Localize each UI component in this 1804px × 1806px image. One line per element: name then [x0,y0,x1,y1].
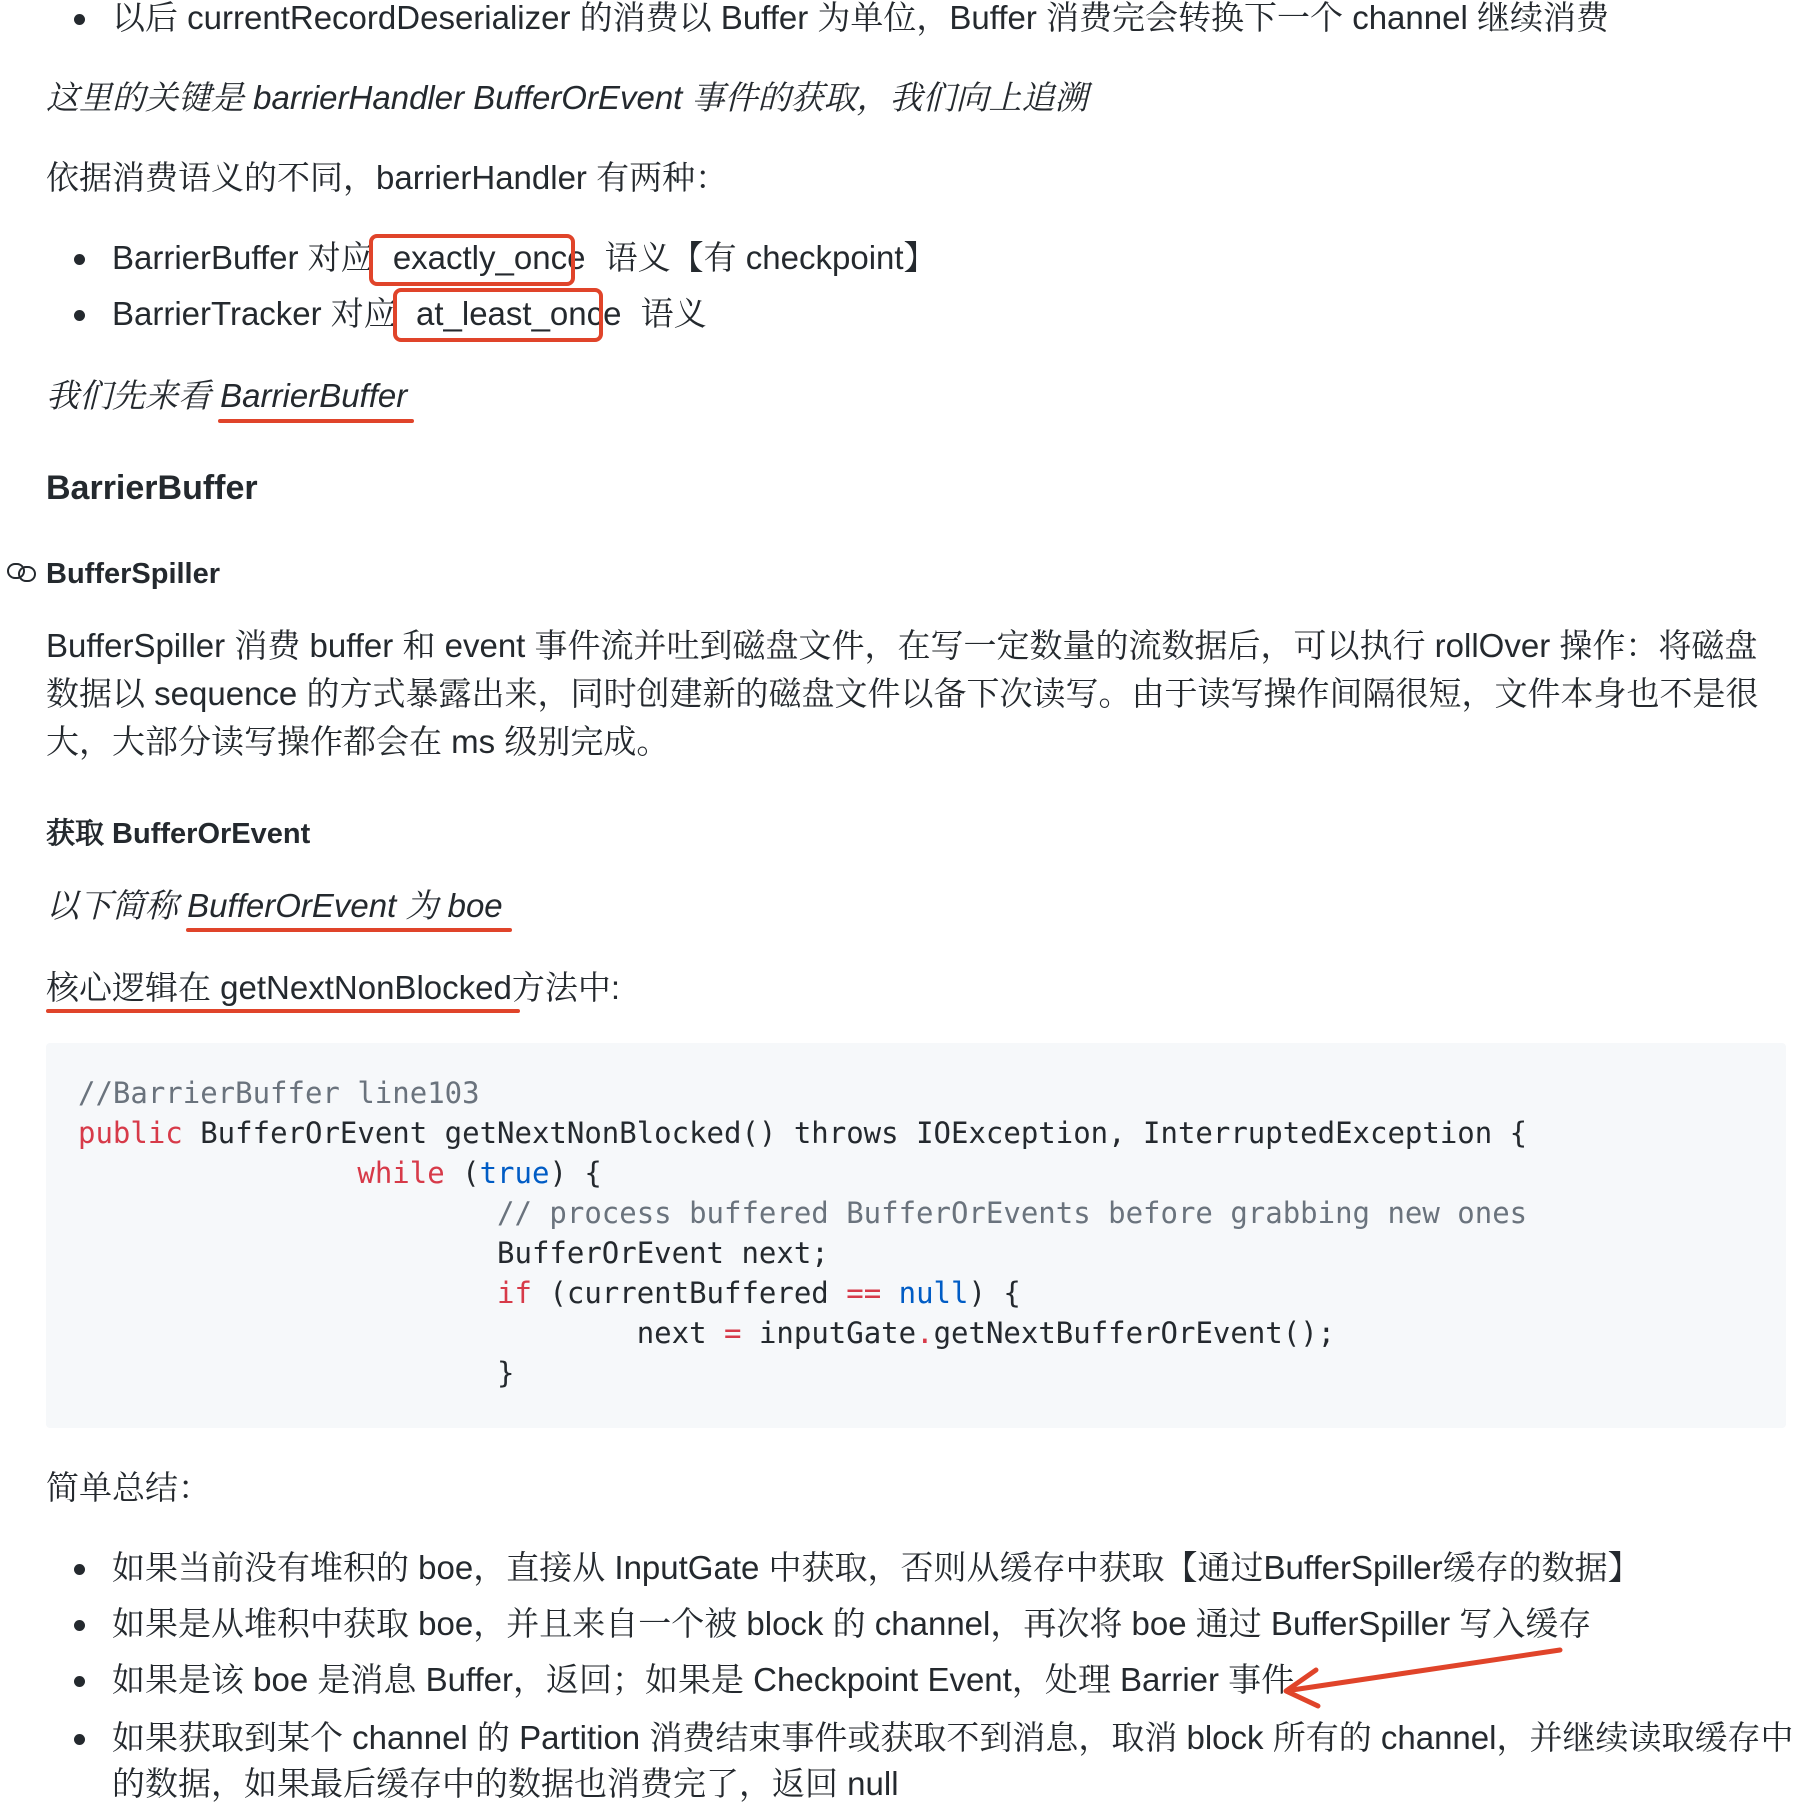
code-comment: // process buffered BufferOrEvents before grabbing new ones [497,1196,1528,1230]
summary-item: 如果当前没有堆积的 boe，直接从 InputGate 中获取，否则从缓存中获取【通过BufferSpiller缓存的数据】 [112,1549,1641,1586]
annotation-box [393,288,603,342]
summary-item-continuation: 的数据，如果最后缓存中的数据也消费完了，返回 null [112,1765,899,1802]
list-item-text: BarrierTracker 对应 [112,295,397,332]
summary-item: 如果是该 boe 是消息 Buffer，返回；如果是 Checkpoint Event，处理 Barrier 事件 [112,1661,1295,1698]
code-literal: true [479,1156,550,1190]
code-text: BufferOrEvent next; [497,1236,829,1270]
code-content: //BarrierBuffer line103 public BufferOrEvent getNextNonBlocked() throws IOException, InterruptedException { while (true) { // process buffered BufferOrEvents before grabbing new ones BufferOrEvent next; if (currentBuffered == null) { next = inputGate.getNextBufferOrEvent(); } [78,1076,1528,1390]
annotation-arrow [1270,1640,1570,1720]
look-first-note [46,374,407,418]
bullet-dot [74,14,85,25]
code-operator: . [916,1316,934,1350]
code-keyword: public [78,1116,183,1150]
bullet-dot [74,1564,85,1575]
bullet-dot [74,310,85,321]
abbrev-text: 以下简称 [46,887,188,924]
heading-bufferspiller: BufferSpiller [46,558,221,590]
look-first-highlight: BarrierBuffer [220,377,408,414]
abbrev-note [46,884,503,928]
annotation-underline [46,1009,520,1013]
list-item-text: 语义【有 checkpoint】 [604,239,937,276]
heading-barrierbuffer: BarrierBuffer [46,469,258,507]
summary-item: 如果是从堆积中获取 boe，并且来自一个被 block 的 channel，再次将 boe 通过 BufferSpiller 写入缓存 [112,1605,1592,1642]
highlight-exactly-once: exactly_once [392,239,586,276]
annotation-underline [186,928,512,932]
core-logic-note [46,966,620,1010]
link-icon[interactable] [6,560,38,584]
core-logic-text: 方法中: [511,969,621,1006]
bullet-dot [74,1734,85,1745]
list-item-text: BarrierBuffer 对应 [112,239,374,276]
code-text: } [497,1356,515,1390]
code-keyword: if [497,1276,532,1310]
key-note: 这里的关键是 barrierHandler BufferOrEvent 事件的获取，我们向上追溯 [46,79,1088,116]
bullet-dot [74,1676,85,1687]
bufferspiller-paragraph: BufferSpiller 消费 buffer 和 event 事件流并吐到磁盘文件，在写一定数量的流数据后，可以执行 rollOver 操作：将磁盘数据以 sequence 的方式暴露出来，同时创建新的磁盘文件以备下次读写。由于读写操作间隔很短，文件本身也不是很大，大部分读写操作都会在 ms 级别完成。 [46,627,1759,760]
code-keyword: while [357,1156,445,1190]
code-operator: == [846,1276,882,1310]
highlight-at-least-once: at_least_once [415,295,622,332]
code-text: BufferOrEvent getNextNonBlocked() throws IOException, InterruptedException { [182,1116,1528,1150]
annotation-box [369,234,575,286]
annotation-underline [218,419,414,423]
code-comment: //BarrierBuffer line103 [78,1076,480,1110]
summary-heading: 简单总结： [46,1469,211,1506]
list-item: 以后 currentRecordDeserializer 的消费以 Buffer 为单位，Buffer 消费完会转换下一个 channel 继续消费 [112,0,1609,36]
code-block [46,1043,1786,1428]
code-literal: null [898,1276,969,1310]
look-first-text: 我们先来看 [46,377,221,414]
heading-get-bufferorevent: 获取 BufferOrEvent [46,818,311,850]
abbrev-highlight: BufferOrEvent 为 boe [187,887,503,924]
list-item-text: 语义 [640,295,707,332]
summary-item: 如果获取到某个 channel 的 Partition 消费结束事件或获取不到消息，取消 block 所有的 channel，并继续读取缓存中 [112,1719,1794,1756]
core-logic-highlight: 核心逻辑在 getNextNonBlocked [46,969,512,1006]
semantics-intro: 依据消费语义的不同，barrierHandler 有两种： [46,159,729,196]
code-operator: = [724,1316,742,1350]
bullet-dot [74,254,85,265]
bullet-dot [74,1620,85,1631]
